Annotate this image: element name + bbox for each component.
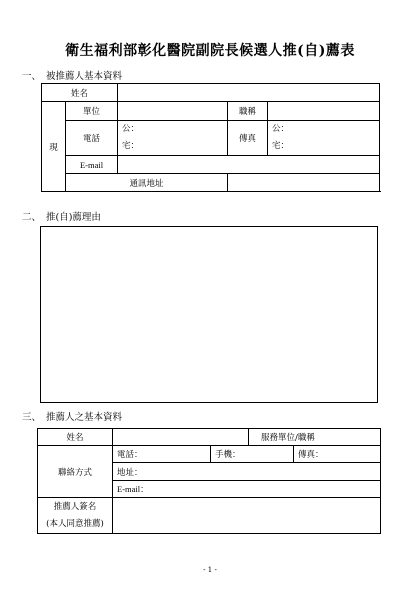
recommender-name-field[interactable]: [113, 429, 249, 446]
recommender-email-field[interactable]: E-mail：: [113, 481, 381, 498]
fax-home-label: 宅：: [272, 141, 290, 151]
unit-field[interactable]: [118, 102, 228, 121]
address-field[interactable]: [228, 174, 380, 192]
nominee-name-field[interactable]: [118, 84, 380, 102]
address-label: 通訊地址: [66, 174, 228, 192]
signature-field[interactable]: [113, 498, 381, 534]
recommender-address-field[interactable]: 地址：: [113, 463, 381, 481]
reason-textbox[interactable]: [40, 226, 378, 403]
position-field[interactable]: [268, 102, 380, 121]
recommender-fax-field[interactable]: 傳真：: [294, 446, 381, 463]
email-label: E-mail: [66, 156, 118, 174]
phone-home-label: 宅：: [122, 141, 140, 151]
signature-label-line1: 推薦人簽名: [53, 501, 97, 512]
section-reason-heading: [22, 209, 101, 223]
signature-label-line2: (本人同意推薦): [46, 518, 104, 529]
unit-position-label: 服務單位/職稱: [249, 429, 381, 446]
fax-field[interactable]: [268, 121, 380, 156]
unit-label: 單位: [66, 102, 118, 121]
section-nominee-heading: [22, 68, 122, 82]
contact-label: 聯絡方式: [38, 446, 113, 498]
recommender-info-table: [37, 428, 381, 534]
phone-field[interactable]: [118, 121, 228, 156]
recommender-name-label: 姓名: [38, 429, 113, 446]
nominee-info-table: [41, 83, 380, 192]
form-title: 衛生福利部彰化醫院副院長候選人推(自)薦表: [65, 43, 355, 59]
recommender-phone-field[interactable]: 電話：: [113, 446, 211, 463]
position-label: 職稱: [228, 102, 268, 121]
page-number: - 1 -: [203, 566, 217, 574]
section-number: 一、: [22, 71, 42, 82]
phone-office-label: 公：: [122, 124, 140, 134]
phone-label: 電話: [66, 121, 118, 156]
fax-label: 傳真: [228, 121, 268, 156]
current-label: 現: [42, 102, 66, 192]
fax-office-label: 公：: [272, 124, 290, 134]
section-recommender-heading: [22, 409, 122, 423]
section-title: 被推薦人基本資料: [46, 71, 123, 82]
email-field[interactable]: [118, 156, 380, 174]
section-number: 三、: [22, 412, 42, 423]
signature-label: [38, 498, 113, 534]
nominee-name-label: 姓名: [42, 84, 118, 102]
section-title: 推薦人之基本資料: [46, 412, 123, 423]
recommender-mobile-field[interactable]: 手機：: [211, 446, 294, 463]
section-title: 推(自)薦理由: [46, 212, 101, 223]
section-number: 二、: [22, 212, 42, 223]
